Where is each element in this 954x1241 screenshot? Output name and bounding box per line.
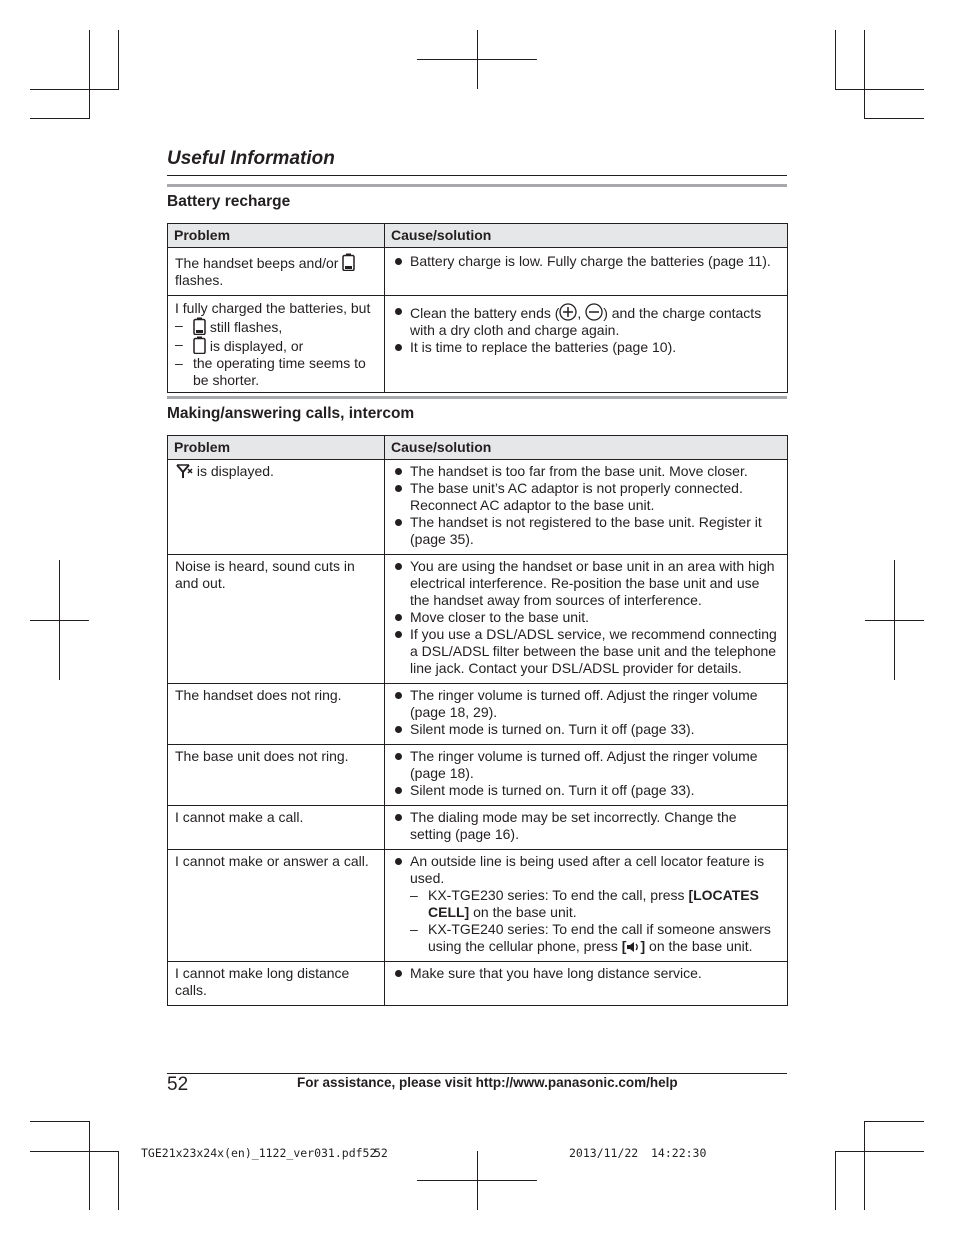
list-item: The ringer volume is turned off. Adjust the ringer volume (page 18). [393,748,781,782]
list-item: Battery charge is low. Fully charge the batteries (page 11). [393,253,781,270]
header-rule [167,175,787,176]
battery-recharge-table [167,223,788,393]
crop-mark [118,30,119,89]
problem-cell: I cannot make or answer a call. [168,850,385,962]
crop-mark [30,1121,89,1122]
column-header-problem: Problem [168,224,385,248]
crop-mark [864,1121,865,1210]
cause-cell [385,806,788,850]
crop-mark [864,30,865,119]
problem-cell: I cannot make long distance calls. [168,962,385,1006]
problem-cell [168,296,385,393]
problem-cell [168,460,385,555]
cause-text: Clean the battery ends ( [410,305,560,321]
table-header-row [168,436,788,460]
cause-text: KX-TGE230 series: To end the call, press [428,887,685,903]
subsection-rule [167,396,787,399]
list-item: Silent mode is turned on. Turn it off (page 33). [393,721,781,738]
problem-cell: Noise is heard, sound cuts in and out. [168,555,385,684]
cause-cell [385,745,788,806]
no-signal-antenna-icon [175,463,193,479]
problem-text: The handset beeps and/or [175,255,339,271]
cause-text: , [577,305,582,321]
list-item [175,317,378,336]
list-item [393,303,781,339]
key-bracket: ] [640,938,646,954]
speaker-icon [626,940,640,954]
help-link-text: For assistance, please visit http://www.panasonic.com/help [297,1075,678,1090]
minus-circle-icon [585,303,603,321]
column-header-problem: Problem [168,436,385,460]
list-item: The dialing mode may be set incorrectly. Change the setting (page 16). [393,809,781,843]
problem-text: is displayed, or [209,338,304,354]
cause-cell [385,850,788,962]
list-item: You are using the handset or base unit in an area with high electrical interference. Re-position the base unit and use the handset away from sources of interference. [393,558,781,609]
battery-low-icon [342,253,355,271]
list-item: The handset is too far from the base unit. Move closer. [393,463,781,480]
crop-mark [30,118,89,119]
crop-mark [865,118,924,119]
list-item: It is time to replace the batteries (page 10). [393,339,781,356]
key-bracket: [ [621,938,627,954]
making-calls-table [167,435,788,1006]
print-page: 52 [374,1146,388,1160]
list-item: The handset is not registered to the base unit. Register it (page 35). [393,514,781,548]
list-item: If you use a DSL/ADSL service, we recommend connecting a DSL/ADSL filter between the base unit and the telephone line jack. Contact your DSL/ADSL provider for details. [393,626,781,677]
battery-low-icon [193,317,206,335]
cause-cell [385,684,788,745]
subsection-rule [167,184,787,187]
cause-cell [385,962,788,1006]
crop-mark [89,30,90,119]
problem-text: still flashes, [209,319,283,335]
problem-cell: The base unit does not ring. [168,745,385,806]
list-item: Silent mode is turned on. Turn it off (page 33). [393,782,781,799]
battery-recharge-heading: Battery recharge [167,193,291,210]
table-row [168,962,788,1006]
table-header-row [168,224,788,248]
crop-mark [835,1151,836,1210]
crop-mark [30,1151,119,1152]
cause-text: An outside line is being used after a cell locator feature is used. [410,853,765,886]
list-item [410,887,781,921]
list-item: Move closer to the base unit. [393,609,781,626]
list-item: – the operating time seems to be shorter. [175,355,378,389]
list-item [410,921,781,955]
table-row [168,460,788,555]
table-row [168,806,788,850]
making-calls-heading: Making/answering calls, intercom [167,405,415,422]
print-file-name: TGE21x23x24x(en)_1122_ver031.pdf52 [141,1146,377,1160]
cause-text: KX-TGE240 series: To end the call if someone answers using the cellular phone, press [428,921,771,954]
problem-cell: I cannot make a call. [168,806,385,850]
crop-mark [477,30,478,89]
crop-mark [835,30,836,89]
problem-cell: The handset does not ring. [168,684,385,745]
section-title: Useful Information [167,148,335,169]
cause-cell [385,296,788,393]
print-date: 2013/11/22 [569,1146,639,1160]
list-item: The base unit’s AC adaptor is not properly connected. Reconnect AC adaptor to the base unit. [393,480,781,514]
cause-cell [385,555,788,684]
crop-mark [30,89,119,90]
battery-empty-icon [193,336,206,354]
column-header-cause: Cause/solution [385,436,788,460]
footer-rule [167,1073,787,1074]
locates-cell-key: [LOCATES CELL] [428,887,759,920]
problem-text: I fully charged the batteries, but [175,300,371,316]
column-header-cause: Cause/solution [385,224,788,248]
crop-mark [118,1151,119,1210]
list-item: The ringer volume is turned off. Adjust the ringer volume (page 18, 29). [393,687,781,721]
plus-circle-icon [559,303,577,321]
list-item: Make sure that you have long distance service. [393,965,781,982]
cause-cell [385,460,788,555]
crop-mark [894,560,895,680]
list-item [175,336,378,355]
crop-mark [835,1151,924,1152]
crop-mark [835,89,924,90]
crop-mark [865,1121,924,1122]
table-row [168,850,788,962]
cause-text: on the base unit. [649,938,753,954]
table-row [168,248,788,296]
page-number: 52 [167,1074,189,1095]
cause-text: ) and the charge contacts with a dry cloth and charge again. [410,305,762,338]
table-row [168,555,788,684]
crop-mark [477,1151,478,1210]
cause-text: on the base unit. [473,904,577,920]
problem-text: is displayed. [196,463,274,479]
cause-cell [385,248,788,296]
problem-cell [168,248,385,296]
crop-mark [59,560,60,680]
problem-text: flashes. [175,272,224,288]
crop-mark [89,1121,90,1210]
table-row [168,684,788,745]
list-item [393,853,781,955]
table-row [168,745,788,806]
print-time: 14:22:30 [651,1146,707,1160]
table-row [168,296,788,393]
